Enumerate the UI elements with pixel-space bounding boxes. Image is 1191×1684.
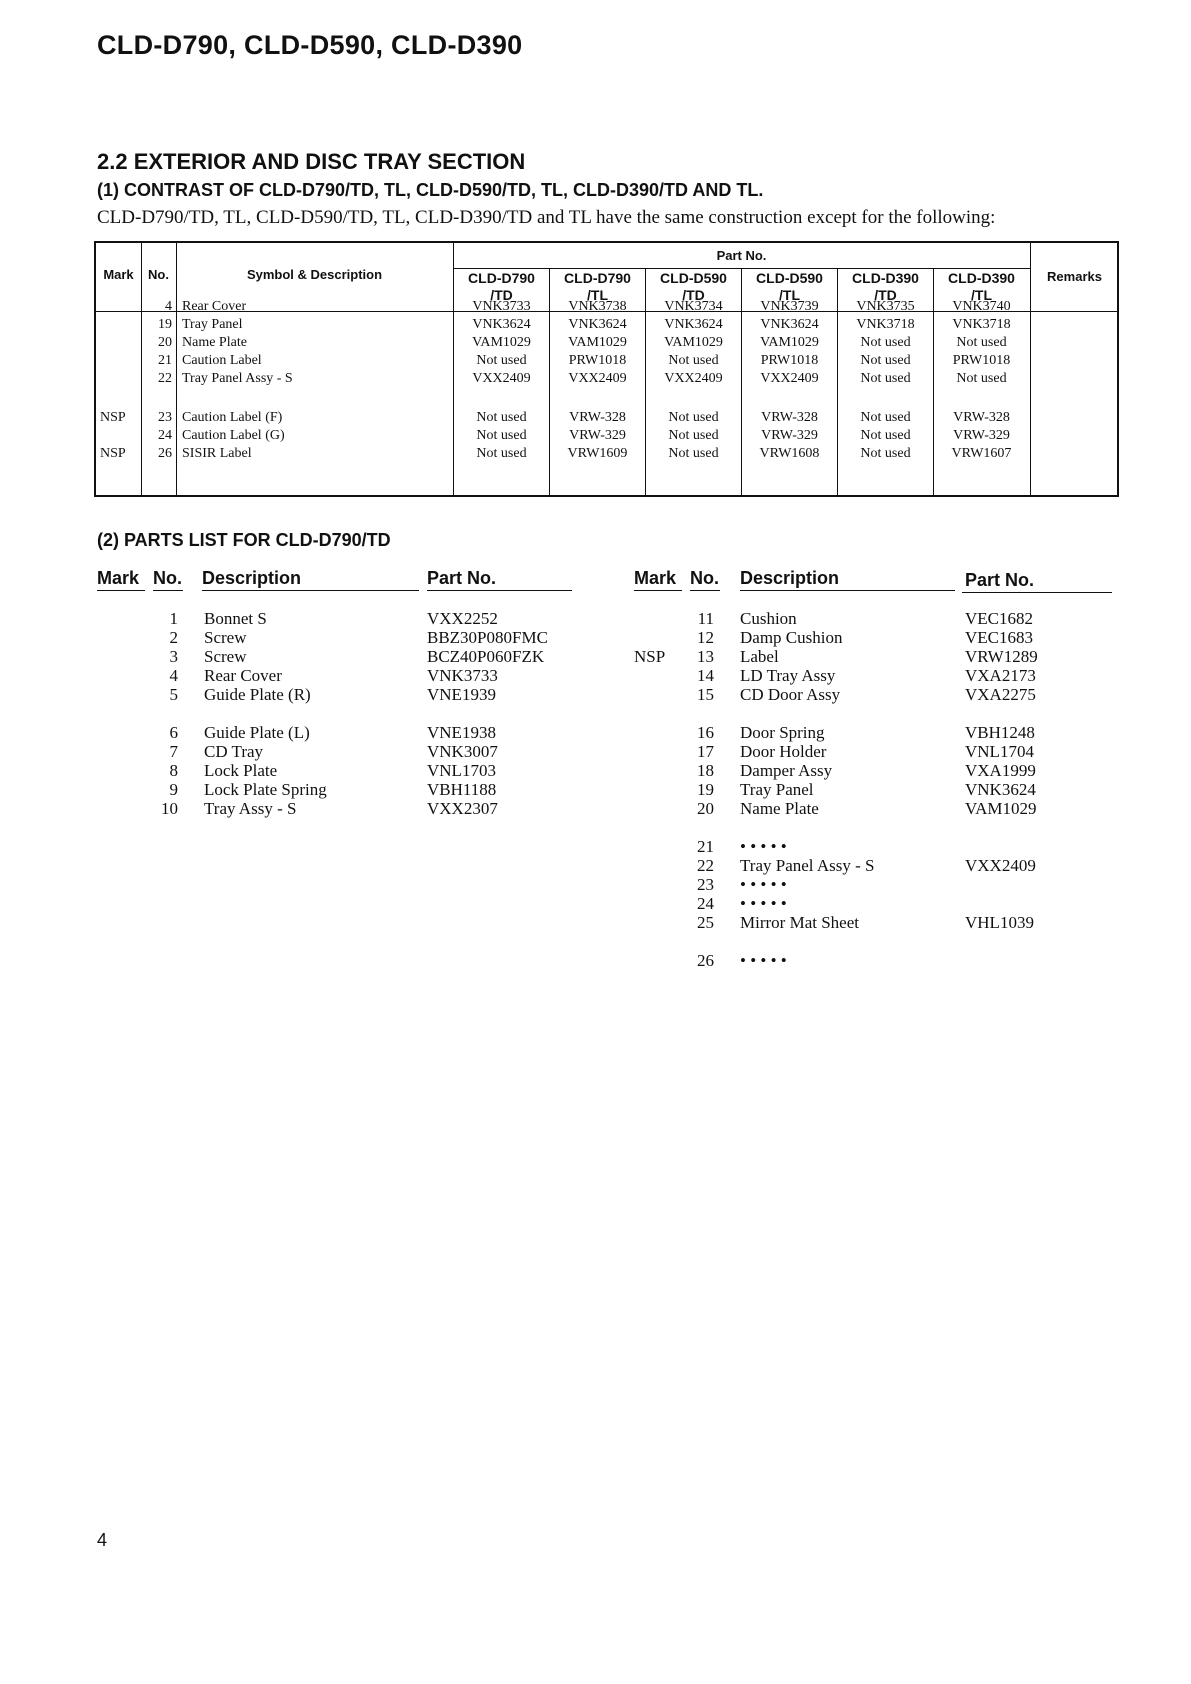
row-description: Rear Cover [182, 299, 247, 314]
row-no: 20 [158, 335, 172, 350]
part-no: 17 [697, 742, 714, 761]
document-header-title: CLD-D790, CLD-D590, CLD-D390 [97, 30, 523, 60]
part-no: 25 [697, 913, 714, 932]
row-part-no: VRW1609 [567, 446, 628, 461]
row-part-no: VNK3624 [568, 317, 627, 332]
row-part-no: Not used [956, 371, 1007, 386]
row-part-no: VRW1608 [759, 446, 820, 461]
part-no: 15 [697, 685, 714, 704]
part-number: VXX2409 [965, 856, 1036, 875]
model-suffix: /TL [971, 287, 992, 303]
underline [202, 590, 419, 591]
underline [740, 590, 955, 591]
part-description: Tray Panel [740, 780, 814, 799]
part-number: VBH1188 [427, 780, 497, 799]
part-no: 23 [697, 875, 714, 894]
part-number: VNK3733 [427, 666, 498, 685]
part-description: Guide Plate (L) [204, 723, 310, 742]
section-title: 2.2 EXTERIOR AND DISC TRAY SECTION [97, 149, 526, 174]
row-part-no: VNK3733 [472, 299, 531, 314]
row-part-no: VNK3718 [856, 317, 915, 332]
header-symbol-description: Symbol & Description [246, 267, 383, 282]
part-description: • • • • • [740, 837, 787, 856]
row-part-no: VAM1029 [664, 335, 723, 350]
row-part-no: Not used [668, 410, 719, 425]
part-no: 16 [697, 723, 714, 742]
row-part-no: VRW-329 [569, 428, 626, 443]
row-part-no: PRW1018 [568, 353, 627, 368]
model-suffix: /TL [779, 287, 800, 303]
col-header-mark: Mark [97, 568, 140, 588]
row-mark: NSP [100, 446, 126, 461]
row-part-no: Not used [476, 410, 527, 425]
col-header-mark: Mark [634, 568, 677, 588]
row-part-no: VAM1029 [568, 335, 627, 350]
part-number: VNE1939 [427, 685, 496, 704]
row-part-no: VNK3735 [856, 299, 915, 314]
row-part-no: VNK3624 [472, 317, 531, 332]
part-number: VNL1704 [965, 742, 1034, 761]
underline [427, 590, 572, 591]
row-part-no: VNK3739 [760, 299, 819, 314]
contrast-subtitle: (1) CONTRAST OF CLD-D790/TD, TL, CLD-D590/TD, TL, CLD-D390/TD AND TL. [97, 180, 764, 200]
page-number: 4 [97, 1530, 108, 1550]
row-description: Caution Label (F) [182, 410, 283, 425]
row-part-no: VNK3718 [952, 317, 1011, 332]
model-name: CLD-D590 [660, 270, 727, 286]
part-description: Tray Panel Assy - S [740, 856, 875, 875]
col-header-no: No. [153, 568, 182, 588]
underline [962, 592, 1112, 593]
row-part-no: VRW-329 [953, 428, 1010, 443]
model-name: CLD-D390 [948, 270, 1015, 286]
row-no: 4 [165, 299, 172, 314]
part-no: 6 [169, 723, 178, 742]
part-no: 14 [697, 666, 714, 685]
part-description: Name Plate [740, 799, 819, 818]
col-header-no: No. [690, 568, 719, 588]
row-description: Caution Label [182, 353, 262, 368]
part-no: 13 [697, 647, 714, 666]
model-name: CLD-D590 [756, 270, 823, 286]
row-description: Caution Label (G) [182, 428, 285, 443]
model-name: CLD-D390 [852, 270, 919, 286]
model-suffix: /TD [682, 287, 705, 303]
model-name: CLD-D790 [564, 270, 631, 286]
underline [690, 590, 720, 591]
row-no: 21 [158, 353, 172, 368]
row-part-no: VRW-328 [761, 410, 818, 425]
header-mark: Mark [103, 267, 134, 282]
part-number: VXX2252 [427, 609, 498, 628]
row-part-no: VNK3740 [952, 299, 1011, 314]
part-description: LD Tray Assy [740, 666, 836, 685]
row-part-no: VNK3624 [760, 317, 819, 332]
row-description: Tray Panel [182, 317, 243, 332]
row-part-no: VRW1607 [951, 446, 1012, 461]
part-no: 2 [169, 628, 178, 647]
part-no: 26 [697, 951, 714, 970]
row-part-no: Not used [476, 446, 527, 461]
header-remarks: Remarks [1047, 269, 1102, 284]
part-description: Damper Assy [740, 761, 833, 780]
row-part-no: VAM1029 [472, 335, 531, 350]
col-header-description: Description [740, 568, 840, 588]
contrast-intro-text: CLD-D790/TD, TL, CLD-D590/TD, TL, CLD-D390/TD and TL have the same construction except for the following: [97, 207, 996, 228]
underline [153, 590, 183, 591]
row-description: Tray Panel Assy - S [182, 371, 293, 386]
row-no: 26 [158, 446, 172, 461]
row-part-no: VRW-328 [569, 410, 626, 425]
part-mark: NSP [634, 647, 666, 666]
underline [97, 590, 145, 591]
row-description: Name Plate [182, 335, 247, 350]
row-mark: NSP [100, 410, 126, 425]
row-part-no: Not used [860, 410, 911, 425]
row-part-no: Not used [476, 353, 527, 368]
row-part-no: Not used [860, 428, 911, 443]
part-number: VAM1029 [965, 799, 1037, 818]
part-description: Mirror Mat Sheet [740, 913, 859, 932]
part-number: BCZ40P060FZK [427, 647, 545, 666]
part-no: 4 [169, 666, 178, 685]
part-no: 10 [161, 799, 178, 818]
row-part-no: Not used [860, 371, 911, 386]
row-part-no: Not used [860, 446, 911, 461]
part-description: Cushion [740, 609, 797, 628]
part-description: Door Holder [740, 742, 827, 761]
part-number: VXA1999 [965, 761, 1036, 780]
part-no: 20 [697, 799, 714, 818]
row-part-no: VXX2409 [664, 371, 723, 386]
part-description: CD Tray [204, 742, 264, 761]
part-number: VXX2307 [427, 799, 498, 818]
row-no: 19 [158, 317, 172, 332]
row-part-no: VNK3734 [664, 299, 723, 314]
part-description: CD Door Assy [740, 685, 841, 704]
part-description: • • • • • [740, 894, 787, 913]
row-no: 24 [158, 428, 172, 443]
row-part-no: Not used [860, 353, 911, 368]
part-no: 12 [697, 628, 714, 647]
part-description: Tray Assy - S [204, 799, 297, 818]
part-description: Screw [204, 628, 247, 647]
part-no: 5 [169, 685, 178, 704]
part-number: VEC1683 [965, 628, 1033, 647]
part-description: Lock Plate [204, 761, 278, 780]
header-part-no: Part No. [716, 248, 767, 263]
part-description: Screw [204, 647, 247, 666]
part-number: VNE1938 [427, 723, 496, 742]
row-part-no: PRW1018 [952, 353, 1011, 368]
part-no: 24 [697, 894, 714, 913]
part-description: • • • • • [740, 951, 787, 970]
contrast-table [94, 241, 1119, 497]
row-part-no: Not used [668, 353, 719, 368]
part-number: VRW1289 [965, 647, 1038, 666]
part-description: • • • • • [740, 875, 787, 894]
row-description: SISIR Label [182, 446, 252, 461]
row-part-no: VXX2409 [568, 371, 627, 386]
part-description: Door Spring [740, 723, 825, 742]
row-part-no: Not used [668, 446, 719, 461]
col-header-description: Description [202, 568, 302, 588]
row-part-no: VXX2409 [472, 371, 531, 386]
part-description: Lock Plate Spring [204, 780, 327, 799]
model-suffix: /TD [874, 287, 897, 303]
part-no: 3 [169, 647, 178, 666]
part-no: 7 [169, 742, 178, 761]
row-part-no: PRW1018 [760, 353, 819, 368]
part-no: 22 [697, 856, 714, 875]
row-part-no: VXX2409 [760, 371, 819, 386]
row-part-no: Not used [476, 428, 527, 443]
part-description: Rear Cover [204, 666, 282, 685]
model-suffix: /TD [490, 287, 513, 303]
row-part-no: Not used [860, 335, 911, 350]
part-number: VXA2275 [965, 685, 1036, 704]
model-name: CLD-D790 [468, 270, 535, 286]
part-number: VNL1703 [427, 761, 496, 780]
part-no: 21 [697, 837, 714, 856]
row-no: 22 [158, 371, 172, 386]
row-part-no: VAM1029 [760, 335, 819, 350]
part-no: 1 [169, 609, 178, 628]
part-number: VEC1682 [965, 609, 1033, 628]
part-number: VNK3624 [965, 780, 1036, 799]
col-header-part-no: Part No. [427, 568, 497, 588]
underline [634, 590, 682, 591]
part-no: 9 [169, 780, 178, 799]
table-divider [453, 268, 1030, 269]
part-number: VNK3007 [427, 742, 498, 761]
part-no: 8 [169, 761, 178, 780]
row-part-no: VNK3624 [664, 317, 723, 332]
part-number: VHL1039 [965, 913, 1034, 932]
row-part-no: VRW-328 [953, 410, 1010, 425]
part-no: 19 [697, 780, 714, 799]
part-number: VBH1248 [965, 723, 1035, 742]
part-no: 11 [697, 609, 714, 628]
col-header-part-no: Part No. [965, 570, 1035, 590]
row-part-no: VNK3738 [568, 299, 627, 314]
parts-list-subtitle: (2) PARTS LIST FOR CLD-D790/TD [97, 530, 391, 550]
header-no: No. [148, 267, 169, 282]
part-description: Label [740, 647, 779, 666]
row-part-no: Not used [668, 428, 719, 443]
part-no: 18 [697, 761, 714, 780]
model-suffix: /TL [587, 287, 608, 303]
part-number: BBZ30P080FMC [427, 628, 548, 647]
row-no: 23 [158, 410, 172, 425]
row-part-no: Not used [956, 335, 1007, 350]
part-number: VXA2173 [965, 666, 1036, 685]
row-part-no: VRW-329 [761, 428, 818, 443]
part-description: Damp Cushion [740, 628, 843, 647]
part-description: Bonnet S [204, 609, 267, 628]
part-description: Guide Plate (R) [204, 685, 311, 704]
